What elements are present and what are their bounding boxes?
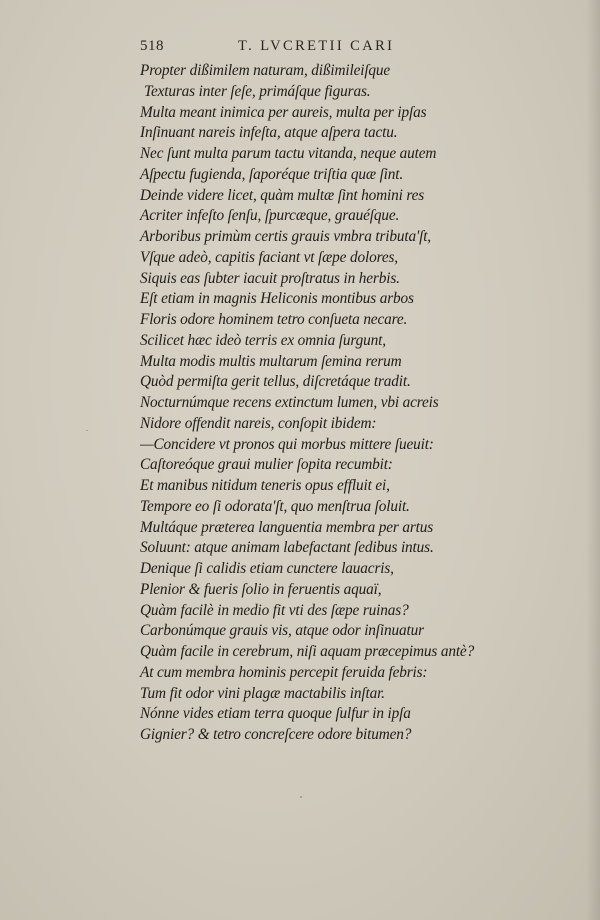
verse-line: Tum fit odor vini plagæ mactabilis inſtar. — [140, 684, 385, 702]
verse-line: Tempore eo ſi odorata'ſt, quo menſtrua ſoluit. — [140, 497, 410, 515]
verse-line: Et manibus nitidum teneris opus effluit ei, — [140, 477, 390, 494]
running-title: T. LVCRETII CARI — [238, 38, 395, 54]
page-number: 518 — [140, 38, 164, 54]
verse-line: Arboribus primùm certis grauis vmbra tributa'ſt, — [140, 228, 431, 245]
verse-block — [140, 61, 510, 746]
paper-speck — [86, 430, 88, 431]
verse-line: Denique ſi calidis etiam cunctere lauacris, — [140, 560, 394, 577]
verse-line: Soluunt: atque animam labefactant ſedibus intus. — [140, 539, 434, 557]
verse-line: Nocturnúmque recens extinctum lumen, vbi acreis — [140, 394, 439, 411]
verse-line: Caſtoreóque graui mulier ſopita recumbit: — [140, 456, 393, 474]
verse-line: —Concidere vt pronos qui morbus mittere ſueuit: — [140, 435, 434, 453]
verse-line: Acriter infeſto ſenſu, ſpurcæque, grauéſque. — [140, 207, 400, 225]
verse-line: Nónne vides etiam terra quoque ſulfur in ipſa — [140, 705, 411, 723]
verse-line: Propter dißimilem naturam, dißimileiſque — [140, 62, 391, 79]
verse-line: Scilicet hæc ideò terris ex omnia ſurgunt, — [140, 331, 386, 349]
verse-line: Quòd permiſta gerit tellus, diſcretáque tradit. — [140, 373, 411, 391]
verse-line: Inſinuant nareis infeſta, atque aſpera tactu. — [140, 124, 398, 142]
verse-line: Texturas inter ſeſe, primáſque figuras. — [144, 82, 371, 100]
verse-line: Gignier? & tetro concreſcere odore bitumen? — [140, 726, 412, 743]
verse-line: Aſpectu fugienda, ſaporéque triſtia quæ ſint. — [140, 165, 404, 183]
verse-line: Quàm facile in cerebrum, niſi aquam præcepimus antè? — [140, 643, 475, 660]
verse-line: Deinde videre licet, quàm multæ ſint homini res — [140, 186, 425, 204]
verse-line: Eſt etiam in magnis Heliconis montibus arbos — [140, 290, 414, 308]
verse-line: Carbonúmque grauis vis, atque odor inſinuatur — [140, 622, 424, 640]
verse-line: Multa meant inimica per aureis, multa per ipſas — [140, 103, 427, 121]
page-edge-shadow — [586, 0, 600, 920]
verse-line: Plenior & fueris ſolio in feruentis aquaï, — [140, 580, 382, 598]
verse-line: Nidore offendit nareis, conſopit ibidem: — [140, 414, 377, 432]
verse-line: Siquis eas ſubter iacuit proſtratus in herbis. — [140, 269, 400, 287]
verse-line: Multa modis multis multarum ſemina rerum — [140, 352, 402, 370]
verse-line: Multáque præterea languentia membra per artus — [140, 518, 434, 536]
paper-speck — [300, 796, 302, 798]
verse-line: Floris odore hominem tetro conſueta necare. — [140, 311, 408, 328]
verse-line: Vſque adeò, capitis faciant vt ſæpe dolores, — [140, 248, 398, 266]
verse-line: At cum membra hominis percepit feruida febris: — [140, 663, 428, 681]
verse-line: Nec ſunt multa parum tactu vitanda, neque autem — [140, 145, 437, 162]
verse-line: Quàm facilè in medio fit vti des ſæpe ruinas? — [140, 601, 409, 619]
page-header — [140, 38, 470, 58]
